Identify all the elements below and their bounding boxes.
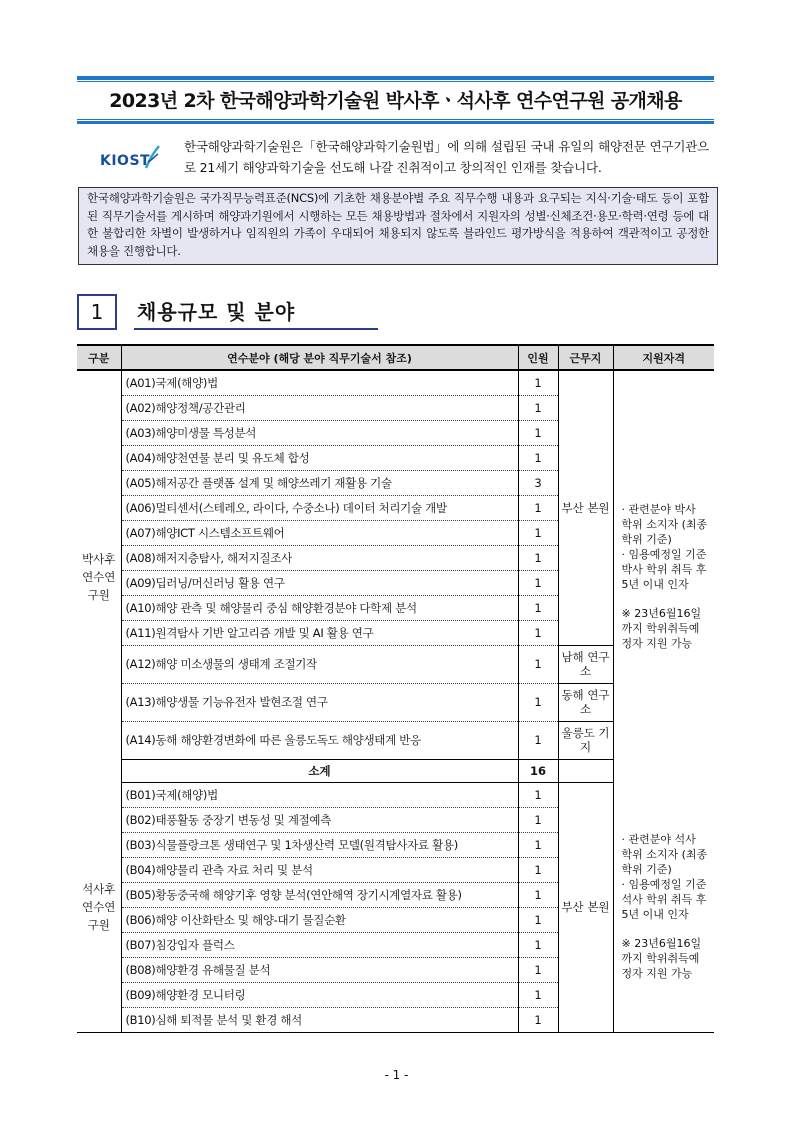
field-cell: (A03)해양미생물 특성분석 [121,420,518,445]
field-cell: (A01)국제(해양)법 [121,370,518,395]
field-cell: (B01)국제(해양)법 [121,782,518,807]
field-cell: (B09)해양환경 모니터링 [121,982,518,1007]
field-cell: (A02)해양정책/공간관리 [121,395,518,420]
count-cell: 1 [518,395,558,420]
field-cell: (A13)해양생물 기능유전자 발현조절 연구 [121,683,518,721]
count-cell: 1 [518,782,558,807]
qualification-cell [613,370,714,782]
qualification-item: · 임용예정일 기준 석사 학위 취득 후 5년 이내 인자 [621,878,707,922]
field-cell: (A09)딥러닝/머신러닝 활용 연구 [121,570,518,595]
field-cell: (B07)침강입자 플럭스 [121,932,518,957]
table-header-row [77,345,714,370]
location-cell: 울릉도 기지 [558,721,613,759]
wave-icon [144,144,160,170]
field-cell: (B02)태풍활동 중장기 변동성 및 계절예측 [121,807,518,832]
title-rule [77,121,714,124]
header-count: 인원 [518,345,558,370]
count-cell: 1 [518,957,558,982]
count-cell: 1 [518,520,558,545]
count-cell: 1 [518,907,558,932]
header-field: 연수분야 (해당 분야 직무기술서 참조) [121,345,518,370]
count-cell: 1 [518,595,558,620]
qualification-note: ※ 23년6월16일 까지 학위취득예정자 지원 가능 [621,937,702,981]
page-number: - 1 - [384,1068,409,1082]
count-cell: 1 [518,445,558,470]
field-cell: (A05)해저공간 플랫폼 설계 및 해양쓰레기 재활용 기술 [121,470,518,495]
count-cell: 1 [518,932,558,957]
count-cell: 1 [518,570,558,595]
location-cell: 남해 연구소 [558,645,613,683]
subtotal-value: 16 [518,759,558,782]
count-cell: 1 [518,683,558,721]
top-rule-thin [77,81,714,82]
location-cell: 동해 연구소 [558,683,613,721]
section-underline [134,328,378,330]
field-cell: (A12)해양 미소생물의 생태계 조절기작 [121,645,518,683]
blind-hiring-notice: 한국해양과학기술원은 국가직무능력표준(NCS)에 기초한 채용분야별 주요 직무수행 내용과 요구되는 지식·기술·태도 등이 포함된 직무기술서를 게시하며 해양과기원에서 시행하는 모든 채용방법과 절차에서 지원자의 성별·신체조건·용모·학력·연령 등에 대한 불합리한 차별이 발생하거나 임직원의 가족이 우대되어 채용되지 않도록 블라인드 평가방식을 적용하여 객관적이고 공정한 채용을 진행합니다. [78,187,718,265]
field-cell: (B03)식물플랑크톤 생태연구 및 1차생산력 모델(원격탐사자료 활용) [121,832,518,857]
qualification-item: · 임용예정일 기준 박사 학위 취득 후 5년 이내 인자 [621,548,707,591]
table-row [77,370,714,395]
field-cell: (B06)해양 이산화탄소 및 해양-대기 물질순환 [121,907,518,932]
field-cell: (A06)멀티센서(스테레오, 라이다, 수중소나) 데이터 처리기술 개발 [121,495,518,520]
location-cell: 부산 본원 [558,370,613,645]
field-cell: (A07)해양ICT 시스템소프트웨어 [121,520,518,545]
field-cell: (A08)해저지층탐사, 해저지질조사 [121,545,518,570]
location-cell: 부산 본원 [558,782,613,1032]
group-postdoc [77,370,121,782]
count-cell: 1 [518,620,558,645]
field-cell: (A14)동해 해양환경변화에 따른 울릉도독도 해양생태계 반응 [121,721,518,759]
field-cell: (B08)해양환경 유해물질 분석 [121,957,518,982]
count-cell: 1 [518,982,558,1007]
count-cell: 1 [518,721,558,759]
qualification-note: ※ 23년6월16일 까지 학위취득예정자 지원 가능 [621,607,702,650]
group-master [77,782,121,1032]
header-qualification: 지원자격 [613,345,714,370]
count-cell: 1 [518,545,558,570]
field-cell: (B10)심해 퇴적물 분석 및 환경 해석 [121,1007,518,1032]
field-cell: (A11)원격탐사 기반 알고리즘 개발 및 AI 활용 연구 [121,620,518,645]
count-cell: 1 [518,857,558,882]
count-cell: 1 [518,370,558,395]
section-title: 채용규모 및 분야 [137,300,296,324]
group-label: 박사후 연수연 구원 [82,551,116,602]
title-rule-thin [77,119,714,120]
count-cell: 1 [518,495,558,520]
recruitment-table [77,344,714,1033]
count-cell: 1 [518,807,558,832]
count-cell: 1 [518,420,558,445]
field-cell: (B04)해양물리 관측 자료 처리 및 분석 [121,857,518,882]
qualification-cell [613,782,714,1032]
group-label: 석사후 연수연 구원 [82,881,116,932]
header-location: 근무지 [558,345,613,370]
qualification-item: · 관련분야 박사 학위 소지자 (최종학위 기준) [621,503,708,546]
count-cell: 1 [518,832,558,857]
count-cell: 1 [518,882,558,907]
count-cell: 1 [518,1007,558,1032]
top-rule [77,76,714,80]
header-division: 구분 [77,345,121,370]
field-cell: (B05)황동중국해 해양기후 영향 분석(연안해역 장기시계열자료 활용) [121,882,518,907]
intro-text: 한국해양과학기술원은「한국해양과학기술원법」에 의해 설립된 국내 유일의 해양전문 연구기관으로 21세기 해양과학기술을 선도해 나갈 진취적이고 창의적인 인재를 찾습니다. [184,139,709,175]
logo-text: KIOST [100,153,151,169]
section-number: 1 [77,294,117,330]
qualification-item: · 관련분야 석사 학위 소지자 (최종학위 기준) [621,833,708,877]
kiost-logo [100,144,160,174]
table-row [77,782,714,807]
subtotal-label: 소계 [121,759,518,782]
field-cell: (A04)해양천연물 분리 및 유도체 합성 [121,445,518,470]
page-title: 2023년 2차 한국해양과학기술원 박사후ㆍ석사후 연수연구원 공개채용 [109,90,682,112]
count-cell: 3 [518,470,558,495]
subtotal-empty [558,759,613,782]
field-cell: (A10)해양 관측 및 해양물리 중심 해양환경분야 다학제 분석 [121,595,518,620]
count-cell: 1 [518,645,558,683]
